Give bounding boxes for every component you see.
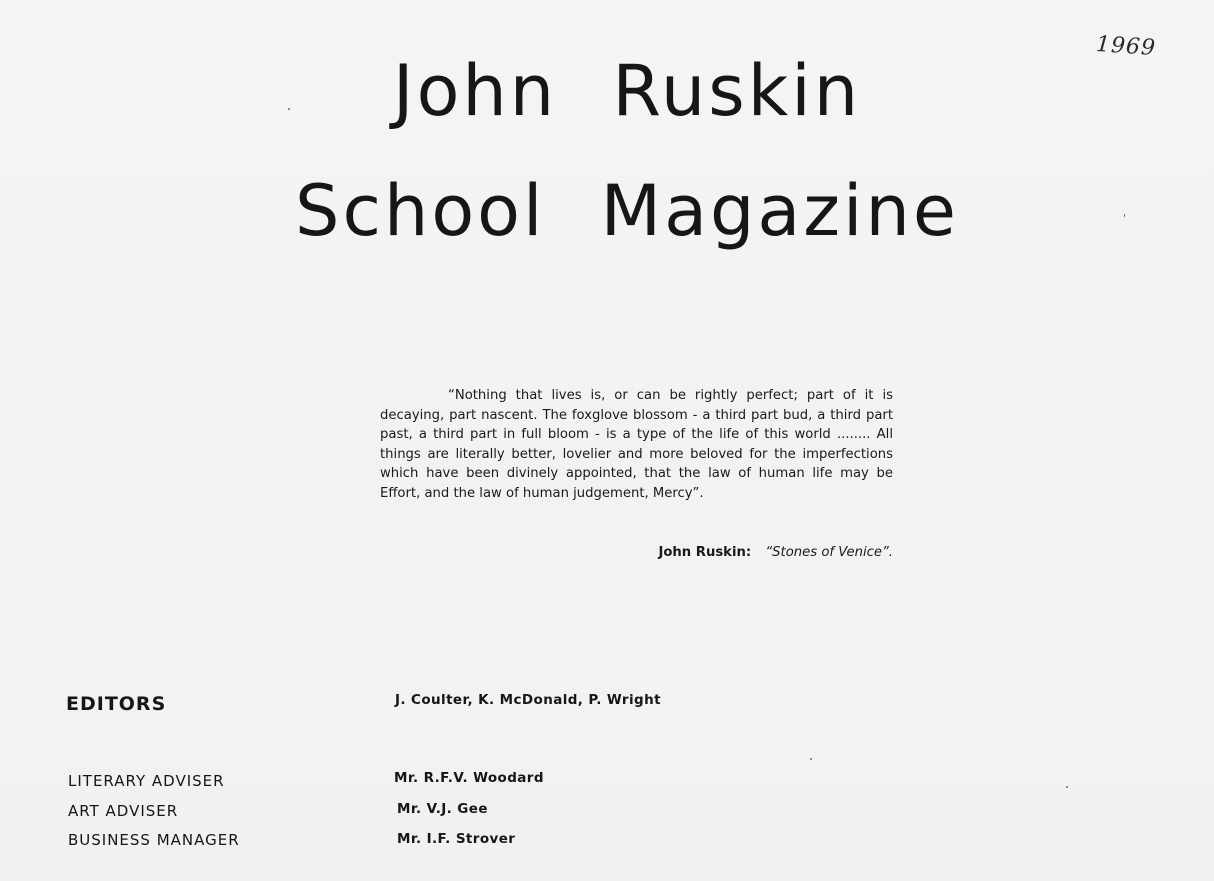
editors-names: J. Coulter, K. McDonald, P. Wright [395, 692, 661, 708]
ruskin-quote [380, 386, 893, 504]
literary-adviser-label: LITERARY ADVISER [68, 772, 225, 790]
dust-speck [1066, 786, 1068, 788]
business-manager-label: BUSINESS MANAGER [68, 831, 240, 849]
title-line-school-magazine: School Magazine [295, 170, 959, 252]
handwritten-year: 1969 [1095, 31, 1157, 62]
attribution-author: John Ruskin: [658, 545, 752, 560]
quote-text: “Nothing that lives is, or can be rightly perfect; part of it is decaying, part nascent. The foxglove blossom - a third part bud, a third part past, a third part in full bloom - is a type of the life of this world ........ All things are literally better, lovelier and more beloved for the imperfections which have been divinely appointed, that the law of human life may be Effort, and the law of human judgement, Mercy”. [380, 388, 893, 501]
dust-speck [810, 758, 812, 760]
art-adviser-name: Mr. V.J. Gee [397, 801, 488, 817]
business-manager-name: Mr. I.F. Strover [397, 831, 516, 847]
attribution-source: “Stones of Venice”. [765, 545, 893, 560]
art-adviser-label: ART ADVISER [68, 802, 179, 820]
quote-attribution [380, 545, 893, 560]
title-line-john-ruskin: John Ruskin [392, 50, 862, 132]
literary-adviser-name: Mr. R.F.V. Woodard [394, 770, 544, 786]
editors-heading: EDITORS [66, 693, 167, 715]
